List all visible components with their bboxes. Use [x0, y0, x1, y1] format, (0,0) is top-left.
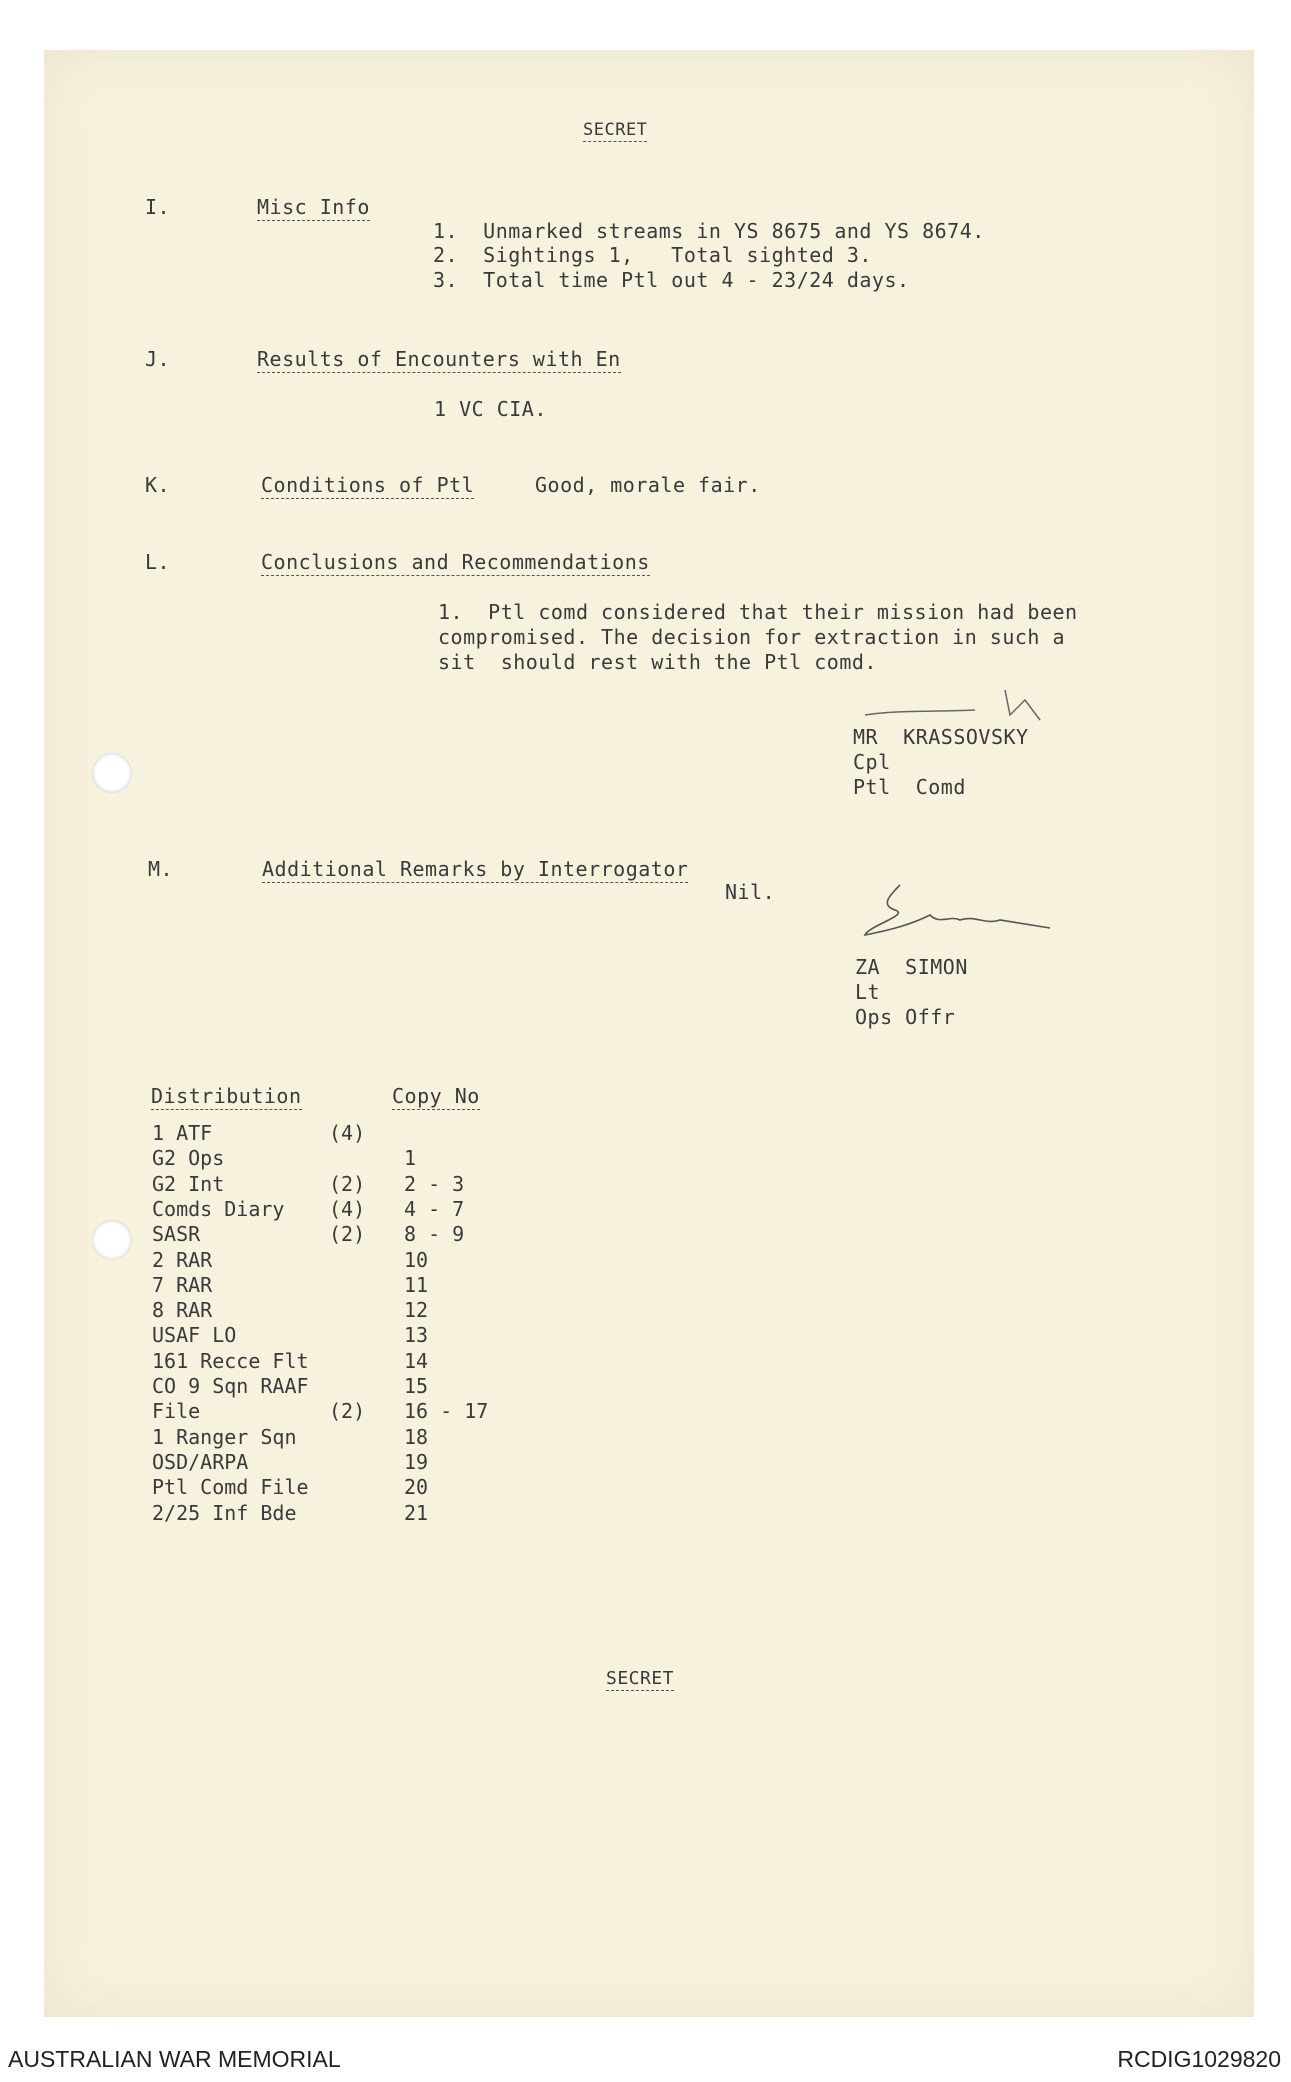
distribution-row — [152, 1425, 552, 1450]
distribution-recipient: 8 RAR — [152, 1298, 213, 1323]
distribution-recipient: File — [152, 1399, 201, 1424]
distribution-row — [152, 1248, 552, 1273]
distribution-row — [152, 1374, 552, 1399]
signature1-role: Ptl Comd — [853, 775, 966, 799]
signature-simon — [850, 870, 1050, 950]
punch-hole — [92, 1220, 132, 1260]
distribution-copy-no: 20 — [404, 1475, 429, 1500]
conclusion-line-2: compromised. The decision for extraction in such a — [438, 625, 1066, 649]
section-m-heading: Additional Remarks by Interrogator — [262, 857, 689, 881]
misc-info-item-1: 1. Unmarked streams in YS 8675 and YS 8674. — [433, 219, 985, 243]
section-m-body: Nil. — [725, 880, 776, 904]
distribution-recipient: 7 RAR — [152, 1272, 213, 1297]
distribution-row — [152, 1121, 552, 1146]
distribution-recipient: SASR — [152, 1222, 201, 1247]
distribution-heading: Distribution — [151, 1084, 302, 1108]
copy-no-heading: Copy No — [392, 1084, 480, 1108]
distribution-copy-no: 11 — [404, 1272, 429, 1297]
distribution-recipient: Ptl Comd File — [152, 1475, 309, 1500]
distribution-recipient: 161 Recce Flt — [152, 1348, 309, 1373]
distribution-copy-no: 14 — [404, 1348, 429, 1373]
distribution-row — [152, 1501, 552, 1526]
conclusion-line-1: 1. Ptl comd considered that their mission had been — [438, 600, 1078, 624]
header-marking: SECRET — [583, 120, 648, 140]
distribution-copy-no: 19 — [404, 1449, 429, 1474]
section-i-letter: I. — [145, 195, 171, 219]
distribution-row — [152, 1146, 552, 1171]
section-j-letter: J. — [145, 347, 171, 371]
distribution-row — [152, 1222, 552, 1247]
distribution-copy-no: 12 — [404, 1298, 429, 1323]
distribution-recipient: OSD/ARPA — [152, 1449, 249, 1474]
distribution-recipient: 2/25 Inf Bde — [152, 1500, 297, 1525]
distribution-count: (4) — [329, 1121, 366, 1145]
distribution-row — [152, 1273, 552, 1298]
distribution-recipient: CO 9 Sqn RAAF — [152, 1374, 309, 1398]
section-j-body: 1 VC CIA. — [434, 397, 547, 421]
distribution-copy-no: 18 — [404, 1424, 429, 1449]
section-l-heading: Conclusions and Recommendations — [261, 550, 650, 574]
distribution-row — [152, 1349, 552, 1374]
distribution-row — [152, 1197, 552, 1222]
signature1-rank: Cpl — [853, 750, 891, 774]
punch-hole — [92, 753, 132, 793]
section-k-letter: K. — [145, 473, 171, 497]
distribution-recipient: G2 Int — [152, 1171, 225, 1196]
archive-credit: AUSTRALIAN WAR MEMORIAL — [8, 2046, 341, 2072]
distribution-copy-no: 4 - 7 — [404, 1196, 465, 1221]
distribution-copy-no: 2 - 3 — [404, 1171, 465, 1196]
signature2-name: ZA SIMON — [855, 955, 968, 979]
signature-krassovsky — [855, 680, 1055, 730]
distribution-copy-no: 10 — [404, 1247, 429, 1272]
section-k-body: Good, morale fair. — [535, 473, 761, 497]
distribution-row — [152, 1323, 552, 1348]
distribution-row — [152, 1450, 552, 1475]
section-m-letter: M. — [148, 857, 174, 881]
archive-id: RCDIG1029820 — [1117, 2046, 1281, 2072]
distribution-copy-no: 8 - 9 — [404, 1222, 465, 1247]
distribution-count: (2) — [329, 1171, 366, 1196]
signature2-role: Ops Offr — [855, 1005, 956, 1029]
distribution-copy-no: 15 — [404, 1374, 429, 1398]
distribution-count: (2) — [329, 1399, 366, 1424]
distribution-copy-no: 16 - 17 — [404, 1399, 489, 1424]
misc-info-item-2: 2. Sightings 1, Total sighted 3. — [433, 243, 872, 267]
distribution-row — [152, 1399, 552, 1424]
section-l-letter: L. — [145, 550, 171, 574]
distribution-recipient: 1 Ranger Sqn — [152, 1424, 297, 1449]
document-page — [44, 50, 1254, 2017]
distribution-recipient: 1 ATF — [152, 1121, 213, 1145]
distribution-copy-no: 13 — [404, 1323, 429, 1348]
distribution-recipient: USAF LO — [152, 1323, 237, 1348]
signature1-name: MR KRASSOVSKY — [853, 725, 1029, 749]
section-j-heading: Results of Encounters with En — [257, 347, 621, 371]
signature2-rank: Lt — [855, 980, 881, 1004]
distribution-recipient: 2 RAR — [152, 1247, 213, 1272]
distribution-count: (4) — [329, 1196, 366, 1221]
section-i-heading: Misc Info — [257, 195, 370, 219]
conclusion-line-3: sit should rest with the Ptl comd. — [438, 650, 877, 674]
footer-marking: SECRET — [606, 1668, 675, 1689]
distribution-count: (2) — [329, 1222, 366, 1247]
distribution-recipient: G2 Ops — [152, 1146, 225, 1171]
distribution-row — [152, 1298, 552, 1323]
distribution-row — [152, 1475, 552, 1500]
section-k-heading: Conditions of Ptl — [261, 473, 475, 497]
distribution-copy-no: 1 — [404, 1146, 417, 1171]
misc-info-item-3: 3. Total time Ptl out 4 - 23/24 days. — [433, 268, 910, 292]
distribution-row — [152, 1172, 552, 1197]
distribution-copy-no: 21 — [404, 1500, 429, 1525]
distribution-recipient: Comds Diary — [152, 1196, 285, 1221]
